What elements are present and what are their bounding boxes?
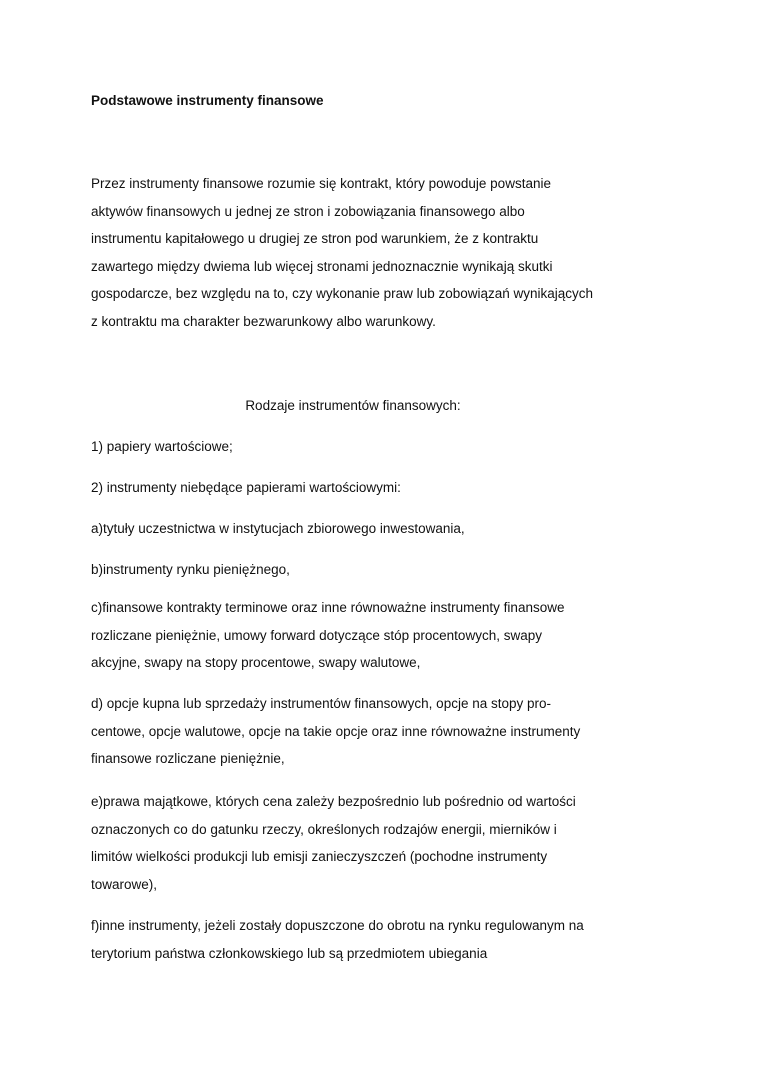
intro-line: Przez instrumenty finansowe rozumie się kontrakt, który powoduje powstanie xyxy=(91,176,551,191)
list-item-1 xyxy=(91,433,631,461)
list-item-line: akcyjne, swapy na stopy procentowe, swapy walutowe, xyxy=(91,655,421,671)
list-item-line: terytorium państwa członkowskiego lub są przedmiotem ubiegania xyxy=(91,945,488,961)
intro-line: gospodarcze, bez względu na to, czy wykonanie praw lub zobowiązań wynikających xyxy=(91,286,594,302)
list-item-line: limitów wielkości produkcji lub emisji zanieczyszczeń (pochodne instrumenty xyxy=(91,849,548,865)
intro-line: instrumentu kapitałowego u drugiej ze stron pod warunkiem, że z kontraktu xyxy=(91,231,539,247)
intro-line: z kontraktu ma charakter bezwarunkowy albo warunkowy. xyxy=(91,313,436,329)
list-item-line: rozliczane pieniężnie, umowy forward dotyczące stóp procentowych, swapy xyxy=(91,627,542,643)
intro-line: aktywów finansowych u jednej ze stron i zobowiązania finansowego albo xyxy=(91,203,525,219)
intro-line: zawartego między dwiema lub więcej stronami jednoznacznie wynikają skutki xyxy=(91,258,553,274)
list-item-line: f)inne instrumenty, jeżeli zostały dopuszczone do obrotu na rynku regulowanym na xyxy=(91,918,584,933)
list-item-b xyxy=(91,556,631,584)
list-item-line: a)tytuły uczestnictwa w instytucjach zbiorowego inwestowania, xyxy=(91,521,465,536)
list-item-c xyxy=(91,594,631,677)
intro-paragraph xyxy=(91,170,631,336)
list-item-line: finansowe rozliczane pieniężnie, xyxy=(91,751,285,767)
list-item-f xyxy=(91,912,631,967)
list-item-a xyxy=(91,515,631,543)
list-item-line: e)prawa majątkowe, których cena zależy bezpośrednio lub pośrednio od wartości xyxy=(91,794,576,809)
document-title: Podstawowe instrumenty finansowe xyxy=(91,93,324,108)
list-item-line: 1) papiery wartościowe; xyxy=(91,439,233,454)
list-item-line: centowe, opcje walutowe, opcje na takie opcje oraz inne równoważne instrumenty xyxy=(91,723,581,739)
list-item-2 xyxy=(91,474,631,502)
list-item-e xyxy=(91,788,631,898)
list-item-d xyxy=(91,690,631,773)
list-item-line: c)finansowe kontrakty terminowe oraz inne równoważne instrumenty finansowe xyxy=(91,600,565,615)
list-item-line: oznaczonych co do gatunku rzeczy, określonych rodzajów energii, mierników i xyxy=(91,821,557,837)
list-item-line: towarowe), xyxy=(91,876,158,892)
list-item-line: d) opcje kupna lub sprzedaży instrumentów finansowych, opcje na stopy pro- xyxy=(91,696,551,711)
types-heading: Rodzaje instrumentów finansowych: xyxy=(245,398,461,413)
list-item-line: 2) instrumenty niebędące papierami wartościowymi: xyxy=(91,480,401,495)
list-item-line: b)instrumenty rynku pieniężnego, xyxy=(91,562,290,577)
